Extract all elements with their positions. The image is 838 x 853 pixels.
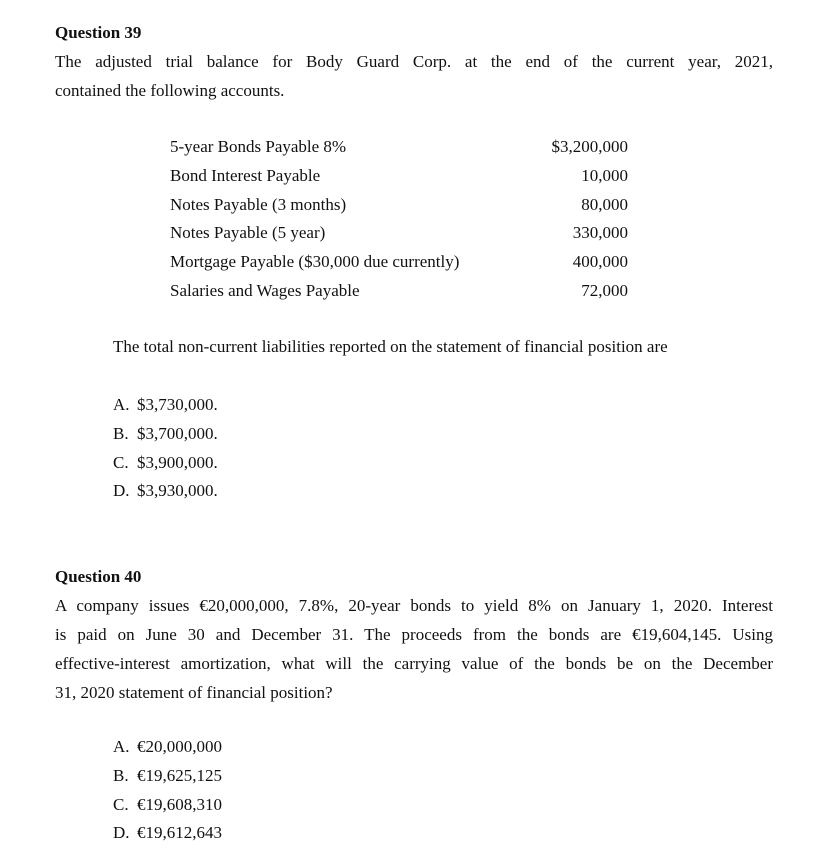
question-39-intro-line-2: contained the following accounts. <box>55 81 285 100</box>
answer-option-c[interactable] <box>113 791 222 820</box>
question-40-body-line-3: effective-interest amortization, what will the carrying value of the bonds be on the December <box>55 654 773 673</box>
option-text: €19,608,310 <box>137 794 222 814</box>
question-39-options <box>113 391 218 506</box>
option-text: $3,730,000. <box>137 395 218 414</box>
question-39-intro-line-1: The adjusted trial balance for Body Guard Corp. at the end of the current year, 2021, <box>55 52 773 71</box>
account-amount: $3,200,000 <box>551 137 628 156</box>
question-40-body-line-2: is paid on June 30 and December 31. The proceeds from the bonds are €19,604,145. Using <box>55 625 773 644</box>
option-text: €19,612,643 <box>137 823 222 843</box>
account-row <box>170 162 630 191</box>
option-letter: A. <box>113 395 130 414</box>
account-name: Bond Interest Payable <box>170 165 321 185</box>
question-39-title: Question 39 <box>55 23 142 42</box>
account-amount: 80,000 <box>581 194 628 214</box>
answer-option-c[interactable] <box>113 449 218 478</box>
answer-option-a[interactable] <box>113 391 218 420</box>
question-40-title: Question 40 <box>55 567 142 586</box>
option-letter: B. <box>113 423 129 443</box>
question-40-options <box>113 733 222 848</box>
answer-option-d[interactable] <box>113 819 222 848</box>
answer-option-b[interactable] <box>113 762 222 791</box>
account-row <box>170 133 630 162</box>
option-letter: A. <box>113 737 130 756</box>
account-name: 5-year Bonds Payable 8% <box>170 137 347 156</box>
question-39-intro <box>55 47 773 105</box>
accounts-table <box>170 133 630 306</box>
option-letter: D. <box>113 823 130 843</box>
account-name: Notes Payable (5 year) <box>170 223 326 243</box>
account-name: Mortgage Payable ($30,000 due currently) <box>170 252 460 272</box>
option-text: €19,625,125 <box>137 765 222 785</box>
account-name: Notes Payable (3 months) <box>170 194 347 214</box>
account-row <box>170 248 630 277</box>
option-text: $3,930,000. <box>137 481 218 501</box>
option-letter: B. <box>113 765 129 785</box>
question-40-body-line-4: 31, 2020 statement of financial position? <box>55 683 333 702</box>
option-letter: D. <box>113 481 130 501</box>
option-text: €20,000,000 <box>137 737 222 756</box>
answer-option-a[interactable] <box>113 733 222 762</box>
answer-option-b[interactable] <box>113 420 218 449</box>
option-letter: C. <box>113 794 129 814</box>
option-text: $3,700,000. <box>137 423 218 443</box>
account-amount: 72,000 <box>581 280 628 300</box>
account-amount: 330,000 <box>572 223 628 243</box>
account-row <box>170 191 630 220</box>
answer-option-d[interactable] <box>113 477 218 506</box>
account-amount: 400,000 <box>572 252 628 272</box>
question-39-prompt: The total non-current liabilities reported on the statement of financial position are <box>113 337 668 356</box>
account-row <box>170 277 630 306</box>
account-amount: 10,000 <box>581 165 628 185</box>
account-name: Salaries and Wages Payable <box>170 280 360 300</box>
option-letter: C. <box>113 452 129 472</box>
account-row <box>170 219 630 248</box>
question-40-body <box>55 591 773 707</box>
option-text: $3,900,000. <box>137 452 218 472</box>
question-40-body-line-1: A company issues €20,000,000, 7.8%, 20-year bonds to yield 8% on January 1, 2020. Interest <box>55 596 773 615</box>
